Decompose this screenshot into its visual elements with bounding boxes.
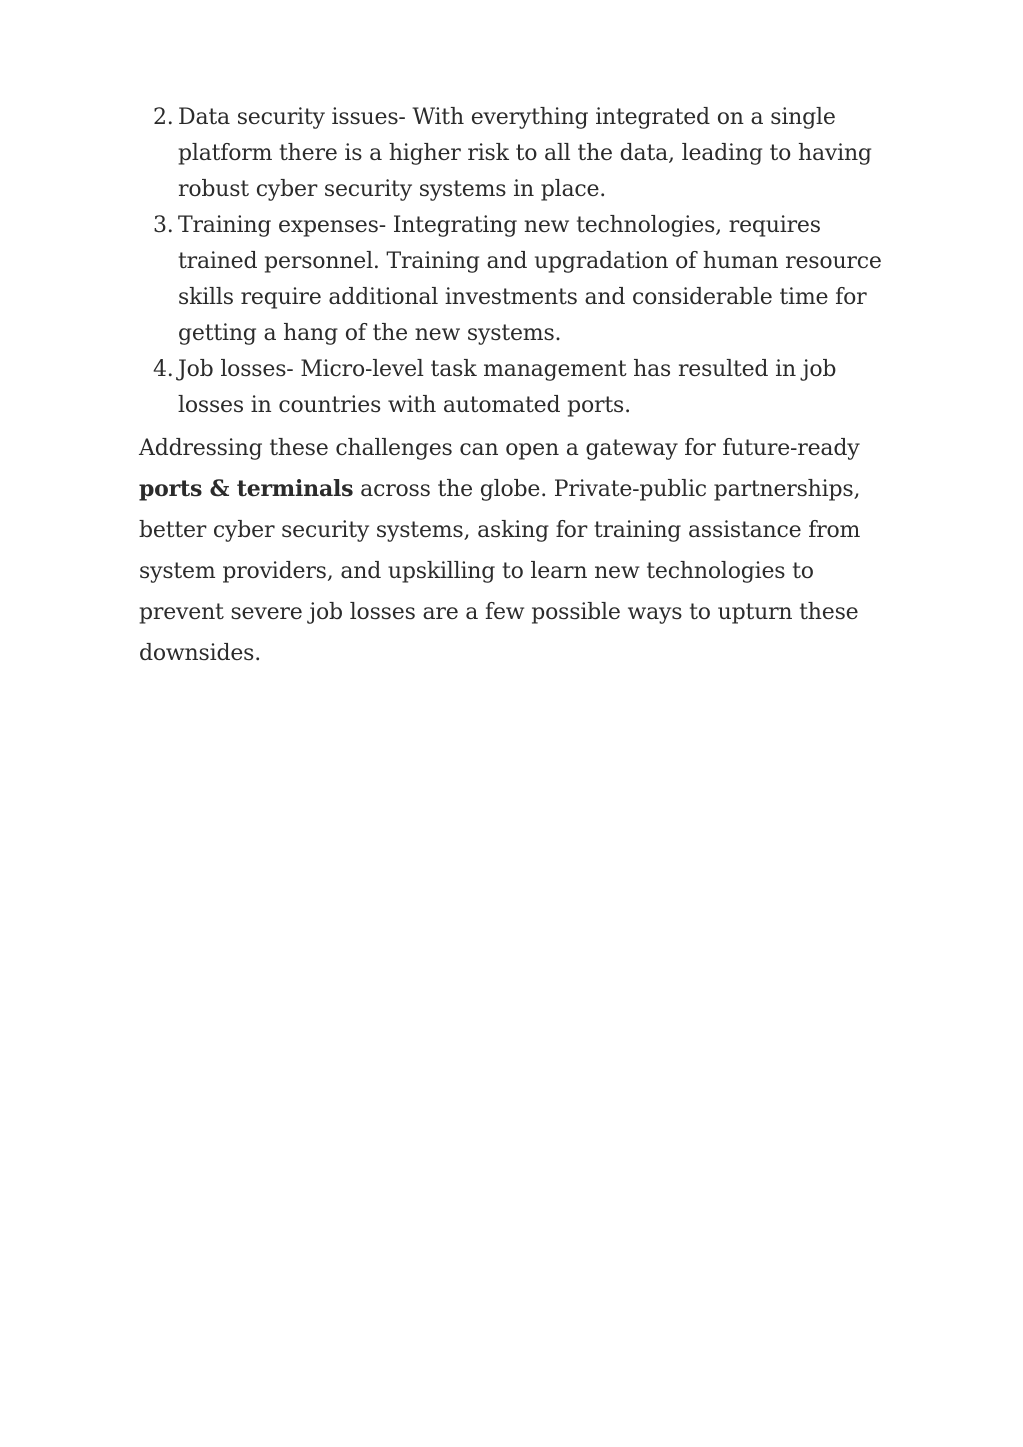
list-item [139, 352, 884, 424]
ports-terminals-link[interactable]: ports & terminals [139, 476, 354, 502]
closing-paragraph [139, 428, 884, 674]
list-item-number: 3. [153, 213, 174, 238]
closing-text-before: Addressing these challenges can open a gateway for future-ready [139, 436, 860, 461]
document-content [139, 100, 884, 674]
challenges-list [139, 100, 884, 424]
list-item-text: Training expenses- Integrating new technologies, requires trained personnel. Training and upgradation of human resource skills require additional investments and considerable time for getting a hang of the new systems. [178, 213, 882, 346]
list-item-number: 4. [153, 357, 174, 382]
list-item-text: Data security issues- With everything integrated on a single platform there is a higher risk to all the data, leading to having robust cyber security systems in place. [178, 105, 872, 202]
closing-text-after: across the globe. Private-public partnerships, better cyber security systems, asking for training assistance from system providers, and upskilling to learn new technologies to prevent severe job losses are a few possible ways to upturn these downsides. [139, 477, 861, 666]
list-item-number: 2. [153, 105, 174, 130]
list-item [139, 100, 884, 208]
list-item-text: Job losses- Micro-level task management has resulted in job losses in countries with automated ports. [178, 357, 837, 418]
list-item [139, 208, 884, 352]
